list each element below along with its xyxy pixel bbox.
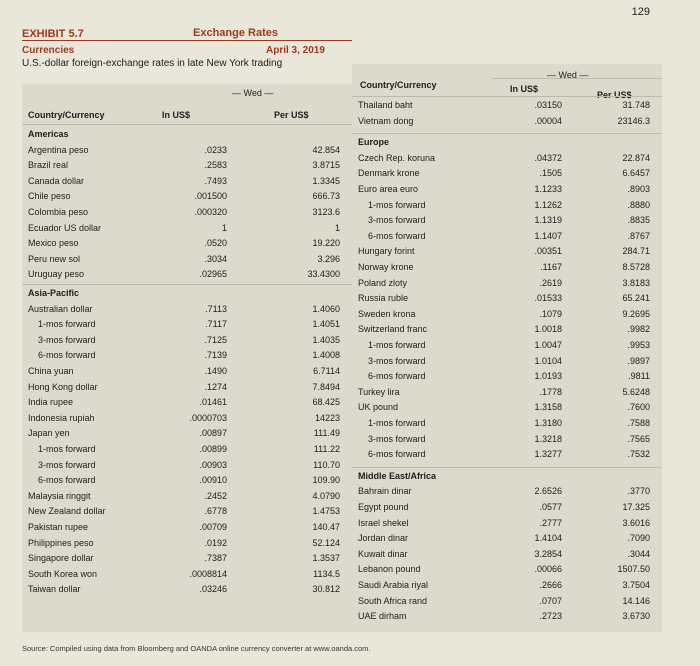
currency-name: 6-mos forward bbox=[368, 371, 426, 382]
in-usd-value: 1.4104 bbox=[534, 533, 562, 544]
per-usd-value: 109.90 bbox=[312, 475, 340, 486]
currency-name: 6-mos forward bbox=[38, 475, 96, 486]
left-rates-table bbox=[22, 84, 352, 632]
section-heading bbox=[22, 129, 352, 144]
per-usd-value: 3.8715 bbox=[312, 160, 340, 171]
currency-row bbox=[22, 176, 352, 191]
currency-name: Peru new sol bbox=[28, 253, 81, 264]
currency-row bbox=[352, 184, 662, 199]
section-heading bbox=[22, 288, 352, 303]
currency-name: Indonesia rupiah bbox=[28, 412, 95, 423]
in-usd-value: .01533 bbox=[534, 293, 562, 304]
section-rule bbox=[22, 284, 352, 285]
currency-name: 1-mos forward bbox=[368, 340, 426, 350]
in-usd-value: .0520 bbox=[204, 238, 227, 249]
currency-name: Switzerland franc bbox=[358, 324, 428, 335]
per-usd-value: 140.47 bbox=[312, 522, 340, 532]
per-usd-value: 1.4060 bbox=[312, 303, 340, 314]
per-usd-value: .9953 bbox=[627, 340, 650, 350]
currency-name: Russia ruble bbox=[358, 293, 409, 304]
currency-name: Argentina peso bbox=[28, 144, 89, 155]
currency-name: Philippines peso bbox=[28, 537, 94, 548]
currency-row bbox=[352, 611, 662, 626]
in-usd-value: 2.6526 bbox=[534, 486, 562, 497]
per-usd-value: 1134.5 bbox=[313, 568, 340, 579]
per-usd-value: 284.71 bbox=[622, 246, 650, 257]
in-usd-value: 1.1262 bbox=[534, 199, 562, 210]
in-usd-value: 1 bbox=[221, 222, 227, 233]
currency-name: Hong Kong dollar bbox=[28, 381, 98, 392]
currency-name: Norway krone bbox=[358, 262, 414, 272]
header-rule bbox=[352, 96, 662, 97]
per-usd-value: 68.425 bbox=[312, 397, 340, 408]
currency-row bbox=[352, 309, 662, 324]
per-usd-value: 14.146 bbox=[622, 595, 650, 606]
currency-name: Colombia peso bbox=[28, 207, 89, 217]
per-usd-value: 30.812 bbox=[312, 584, 340, 595]
per-usd-value: 1.3345 bbox=[312, 175, 340, 186]
per-usd-value: .7090 bbox=[627, 533, 650, 544]
currency-row bbox=[352, 153, 662, 168]
in-usd-value: .2619 bbox=[539, 277, 562, 288]
in-usd-value: 1.1319 bbox=[534, 215, 562, 226]
currency-name: Pakistan rupee bbox=[28, 522, 89, 532]
currency-row bbox=[352, 116, 662, 131]
section-label: Americas bbox=[28, 129, 69, 139]
currency-row bbox=[352, 340, 662, 355]
in-usd-value: .7125 bbox=[204, 334, 227, 345]
in-usd-value: 1.0104 bbox=[534, 355, 562, 366]
per-usd-value: 6.7114 bbox=[313, 366, 340, 376]
currency-row bbox=[22, 304, 352, 319]
currency-name: UAE dirham bbox=[358, 611, 407, 622]
currency-row bbox=[22, 335, 352, 350]
currency-row bbox=[22, 269, 352, 284]
in-usd-value: 1.3180 bbox=[534, 418, 562, 428]
per-usd-value: 42.854 bbox=[312, 144, 340, 155]
currency-row bbox=[22, 491, 352, 506]
exhibit-title: Exchange Rates bbox=[193, 27, 278, 39]
currency-row bbox=[352, 387, 662, 402]
in-usd-value: .00899 bbox=[199, 444, 227, 454]
in-usd-header: In US$ bbox=[162, 110, 191, 120]
per-usd-value: 4.0790 bbox=[312, 490, 340, 501]
currency-name: 6-mos forward bbox=[38, 350, 96, 361]
currency-name: South Korea won bbox=[28, 568, 98, 579]
in-usd-value: .7117 bbox=[205, 319, 227, 330]
currency-name: Brazil real bbox=[28, 160, 69, 171]
per-usd-value: 666.73 bbox=[312, 191, 340, 202]
per-usd-header: Per US$ bbox=[274, 110, 309, 120]
currency-row bbox=[352, 502, 662, 517]
in-usd-value: 1.1407 bbox=[534, 230, 562, 241]
currency-row bbox=[352, 564, 662, 579]
currency-row bbox=[22, 366, 352, 381]
currency-name: 1-mos forward bbox=[38, 444, 96, 454]
currency-row bbox=[352, 580, 662, 595]
currency-name: UK pound bbox=[358, 402, 399, 413]
in-usd-value: .00066 bbox=[534, 564, 562, 575]
currency-row bbox=[22, 444, 352, 459]
per-usd-value: .8835 bbox=[627, 215, 650, 226]
per-usd-value: .3770 bbox=[627, 486, 650, 497]
currency-row bbox=[352, 324, 662, 339]
per-usd-value: 5.6248 bbox=[622, 386, 650, 397]
currency-name: Euro area euro bbox=[358, 184, 419, 194]
in-usd-value: .1079 bbox=[539, 308, 562, 319]
currency-name: Canada dollar bbox=[28, 175, 85, 186]
currency-name: 1-mos forward bbox=[368, 418, 426, 428]
currency-row bbox=[22, 382, 352, 397]
section-rule bbox=[352, 467, 662, 468]
in-usd-value: 1.3158 bbox=[534, 402, 562, 413]
section-rule bbox=[352, 133, 662, 134]
exhibit-date: April 3, 2019 bbox=[266, 45, 325, 56]
per-usd-value: 31.748 bbox=[622, 100, 650, 110]
exhibit-description: U.S.-dollar foreign-exchange rates in late New York trading bbox=[22, 58, 283, 69]
in-usd-value: .2723 bbox=[539, 611, 562, 622]
currency-row bbox=[352, 262, 662, 277]
in-usd-value: .7387 bbox=[204, 553, 227, 564]
in-usd-value: .0707 bbox=[539, 595, 562, 606]
currency-name: Hungary forint bbox=[358, 246, 415, 257]
in-usd-value: 1.0018 bbox=[534, 324, 562, 335]
currency-name: Mexico peso bbox=[28, 238, 79, 249]
currency-row bbox=[352, 231, 662, 246]
in-usd-value: .000320 bbox=[194, 207, 227, 217]
in-usd-value: .00910 bbox=[199, 475, 227, 486]
per-usd-value: 9.2695 bbox=[622, 308, 650, 319]
per-usd-value: 6.6457 bbox=[622, 168, 650, 179]
per-usd-value: 1.4753 bbox=[312, 506, 340, 517]
country-header: Country/Currency bbox=[28, 110, 105, 120]
section-label: Asia-Pacific bbox=[28, 288, 80, 298]
currency-row bbox=[352, 356, 662, 371]
per-usd-value: 1.3537 bbox=[312, 553, 340, 564]
per-usd-value: .9982 bbox=[627, 324, 650, 335]
in-usd-value: .00897 bbox=[199, 428, 227, 439]
currency-row bbox=[22, 569, 352, 584]
currency-name: South Africa rand bbox=[358, 595, 428, 606]
in-usd-value: .1167 bbox=[540, 262, 562, 272]
currency-row bbox=[22, 191, 352, 206]
in-usd-value: 1.3218 bbox=[534, 433, 562, 444]
currency-row bbox=[352, 518, 662, 533]
currency-row bbox=[22, 207, 352, 222]
per-usd-value: 8.5728 bbox=[622, 262, 650, 272]
currency-name: Saudi Arabia riyal bbox=[358, 580, 429, 590]
per-usd-value: 19.220 bbox=[312, 238, 340, 249]
per-usd-value: 33.4300 bbox=[307, 269, 340, 280]
per-usd-value: .9897 bbox=[627, 355, 650, 366]
currency-row bbox=[22, 553, 352, 568]
per-usd-value: .7600 bbox=[627, 402, 650, 413]
per-usd-value: 110.70 bbox=[313, 459, 340, 470]
per-usd-value: 52.124 bbox=[312, 537, 340, 548]
right-rates-table bbox=[352, 64, 662, 632]
currency-name: 3-mos forward bbox=[368, 433, 426, 444]
currency-row bbox=[352, 215, 662, 230]
currency-name: Czech Rep. koruna bbox=[358, 152, 436, 163]
per-usd-value: 3.6730 bbox=[622, 611, 650, 622]
currency-row bbox=[352, 278, 662, 293]
currency-row bbox=[22, 460, 352, 475]
currency-name: Singapore dollar bbox=[28, 553, 94, 564]
in-usd-value: .1505 bbox=[539, 168, 562, 179]
currency-row bbox=[22, 475, 352, 490]
per-usd-value: 1 bbox=[334, 222, 340, 233]
currency-name: Denmark krone bbox=[358, 168, 420, 179]
currency-row bbox=[22, 584, 352, 599]
section-label: Middle East/Africa bbox=[358, 470, 437, 481]
currency-row bbox=[22, 238, 352, 253]
currency-row bbox=[352, 200, 662, 215]
wed-header: — Wed — bbox=[232, 88, 274, 98]
per-usd-value: 1507.50 bbox=[617, 564, 650, 575]
per-usd-value: .8903 bbox=[627, 184, 650, 194]
currency-row bbox=[22, 254, 352, 269]
currency-name: Lebanon pound bbox=[358, 564, 421, 575]
in-usd-value: .2583 bbox=[204, 160, 227, 171]
in-usd-value: .0008814 bbox=[189, 568, 227, 579]
per-usd-value: .8880 bbox=[627, 199, 650, 210]
per-usd-value: 7.8494 bbox=[312, 381, 340, 392]
in-usd-value: .1274 bbox=[204, 381, 227, 392]
source-note: Source: Compiled using data from Bloomberg and OANDA online currency converter at www.oanda.com. bbox=[22, 644, 371, 653]
in-usd-value: .02965 bbox=[199, 269, 227, 280]
in-usd-value: 1.0193 bbox=[534, 371, 562, 382]
currency-row bbox=[352, 533, 662, 548]
currency-row bbox=[352, 596, 662, 611]
currency-name: 1-mos forward bbox=[38, 319, 96, 330]
per-usd-value: 3123.6 bbox=[312, 207, 340, 217]
section-heading bbox=[352, 137, 662, 152]
currency-name: Vietnam dong bbox=[358, 115, 414, 126]
currency-row bbox=[22, 145, 352, 160]
currency-name: Poland zloty bbox=[358, 277, 408, 288]
in-usd-value: .03246 bbox=[199, 584, 227, 595]
currency-row bbox=[352, 100, 662, 115]
currency-name: Taiwan dollar bbox=[28, 584, 81, 595]
wed-header: — Wed — bbox=[547, 70, 589, 80]
currency-name: Sweden krona bbox=[358, 308, 416, 319]
per-usd-value: .9811 bbox=[628, 371, 650, 382]
currency-row bbox=[352, 486, 662, 501]
currency-row bbox=[352, 449, 662, 464]
in-usd-value: .7139 bbox=[204, 350, 227, 361]
in-usd-value: .00004 bbox=[534, 115, 562, 126]
currency-name: Uruguay peso bbox=[28, 269, 85, 280]
currency-row bbox=[352, 293, 662, 308]
wed-rule bbox=[492, 78, 662, 79]
per-usd-value: 3.8183 bbox=[622, 277, 650, 288]
currency-row bbox=[352, 402, 662, 417]
currency-name: Israel shekel bbox=[358, 517, 409, 528]
in-usd-value: .2452 bbox=[204, 490, 227, 501]
in-usd-value: .0192 bbox=[204, 537, 227, 548]
in-usd-value: .00709 bbox=[199, 522, 227, 532]
in-usd-value: .001500 bbox=[194, 191, 227, 202]
currency-name: 3-mos forward bbox=[38, 334, 96, 345]
currency-row bbox=[22, 506, 352, 521]
currency-name: India rupee bbox=[28, 397, 74, 408]
per-usd-value: 3.6016 bbox=[622, 517, 650, 528]
in-usd-value: 1.0047 bbox=[534, 340, 562, 350]
exhibit-subtitle: Currencies bbox=[22, 45, 75, 56]
currency-name: Thailand baht bbox=[358, 100, 413, 110]
in-usd-value: .1490 bbox=[204, 366, 227, 376]
currency-row bbox=[22, 350, 352, 365]
per-usd-header: Per US$ bbox=[597, 90, 632, 100]
per-usd-value: 111.22 bbox=[313, 444, 340, 454]
currency-row bbox=[22, 522, 352, 537]
currency-name: Ecuador US dollar bbox=[28, 222, 102, 233]
per-usd-value: 65.241 bbox=[622, 293, 650, 304]
currency-name: 3-mos forward bbox=[368, 355, 426, 366]
currency-name: Malaysia ringgit bbox=[28, 490, 91, 501]
in-usd-value: .03150 bbox=[534, 100, 562, 110]
currency-name: New Zealand dollar bbox=[28, 506, 106, 517]
per-usd-value: .7565 bbox=[627, 433, 650, 444]
in-usd-value: .0577 bbox=[539, 502, 562, 512]
page-number: 129 bbox=[631, 6, 650, 18]
section-heading bbox=[352, 471, 662, 486]
per-usd-value: 3.7504 bbox=[622, 580, 650, 590]
currency-row bbox=[22, 428, 352, 443]
in-usd-value: .1778 bbox=[539, 386, 562, 397]
currency-row bbox=[22, 319, 352, 334]
per-usd-value: .7532 bbox=[627, 449, 650, 460]
currency-name: 1-mos forward bbox=[368, 199, 426, 210]
currency-name: Egypt pound bbox=[358, 502, 409, 512]
per-usd-value: 3.296 bbox=[317, 253, 340, 264]
per-usd-value: .7588 bbox=[627, 418, 650, 428]
per-usd-value: 1.4051 bbox=[312, 319, 340, 330]
currency-name: Kuwait dinar bbox=[358, 548, 408, 559]
per-usd-value: .3044 bbox=[627, 548, 650, 559]
in-usd-header: In US$ bbox=[510, 84, 539, 94]
per-usd-value: 1.4035 bbox=[312, 334, 340, 345]
in-usd-value: .01461 bbox=[199, 397, 227, 408]
section-label: Europe bbox=[358, 137, 390, 148]
per-usd-value: 1.4008 bbox=[312, 350, 340, 361]
currency-name: Chile peso bbox=[28, 191, 71, 202]
exhibit-label: EXHIBIT 5.7 bbox=[22, 28, 84, 40]
in-usd-value: .3034 bbox=[204, 253, 227, 264]
currency-name: Australian dollar bbox=[28, 303, 93, 314]
currency-row bbox=[22, 397, 352, 412]
in-usd-value: .0000703 bbox=[189, 412, 227, 423]
currency-row bbox=[22, 413, 352, 428]
currency-row bbox=[22, 160, 352, 175]
header-rule bbox=[22, 124, 352, 125]
currency-row bbox=[352, 168, 662, 183]
in-usd-value: .00903 bbox=[199, 459, 227, 470]
in-usd-value: 3.2854 bbox=[534, 548, 562, 559]
in-usd-value: .2666 bbox=[539, 580, 562, 590]
in-usd-value: .00351 bbox=[534, 246, 562, 257]
country-header: Country/Currency bbox=[360, 80, 437, 90]
in-usd-value: .6778 bbox=[204, 506, 227, 517]
currency-name: Jordan dinar bbox=[358, 533, 409, 544]
in-usd-value: .04372 bbox=[534, 152, 562, 163]
per-usd-value: 111.49 bbox=[313, 428, 340, 439]
currency-name: Bahrain dinar bbox=[358, 486, 412, 497]
per-usd-value: 17.325 bbox=[622, 502, 650, 512]
in-usd-value: 1.1233 bbox=[534, 184, 562, 194]
currency-row bbox=[352, 371, 662, 386]
per-usd-value: 22.874 bbox=[622, 152, 650, 163]
per-usd-value: .8767 bbox=[627, 230, 650, 241]
in-usd-value: .7493 bbox=[204, 175, 227, 186]
in-usd-value: 1.3277 bbox=[534, 449, 562, 460]
currency-name: Japan yen bbox=[28, 428, 70, 439]
currency-name: China yuan bbox=[28, 366, 74, 376]
currency-name: 6-mos forward bbox=[368, 449, 426, 460]
per-usd-value: 14223 bbox=[314, 412, 340, 423]
currency-name: 3-mos forward bbox=[368, 215, 426, 226]
currency-name: 3-mos forward bbox=[38, 459, 96, 470]
currency-name: Turkey lira bbox=[358, 386, 400, 397]
currency-name: 6-mos forward bbox=[368, 230, 426, 241]
currency-row bbox=[352, 549, 662, 564]
in-usd-value: .0233 bbox=[204, 144, 227, 155]
title-rule bbox=[22, 40, 352, 41]
currency-row bbox=[352, 434, 662, 449]
in-usd-value: .2777 bbox=[539, 517, 562, 528]
currency-row bbox=[22, 538, 352, 553]
currency-row bbox=[352, 246, 662, 261]
currency-row bbox=[22, 223, 352, 238]
currency-row bbox=[352, 418, 662, 433]
per-usd-value: 23146.3 bbox=[617, 115, 650, 126]
in-usd-value: .7113 bbox=[205, 303, 227, 314]
